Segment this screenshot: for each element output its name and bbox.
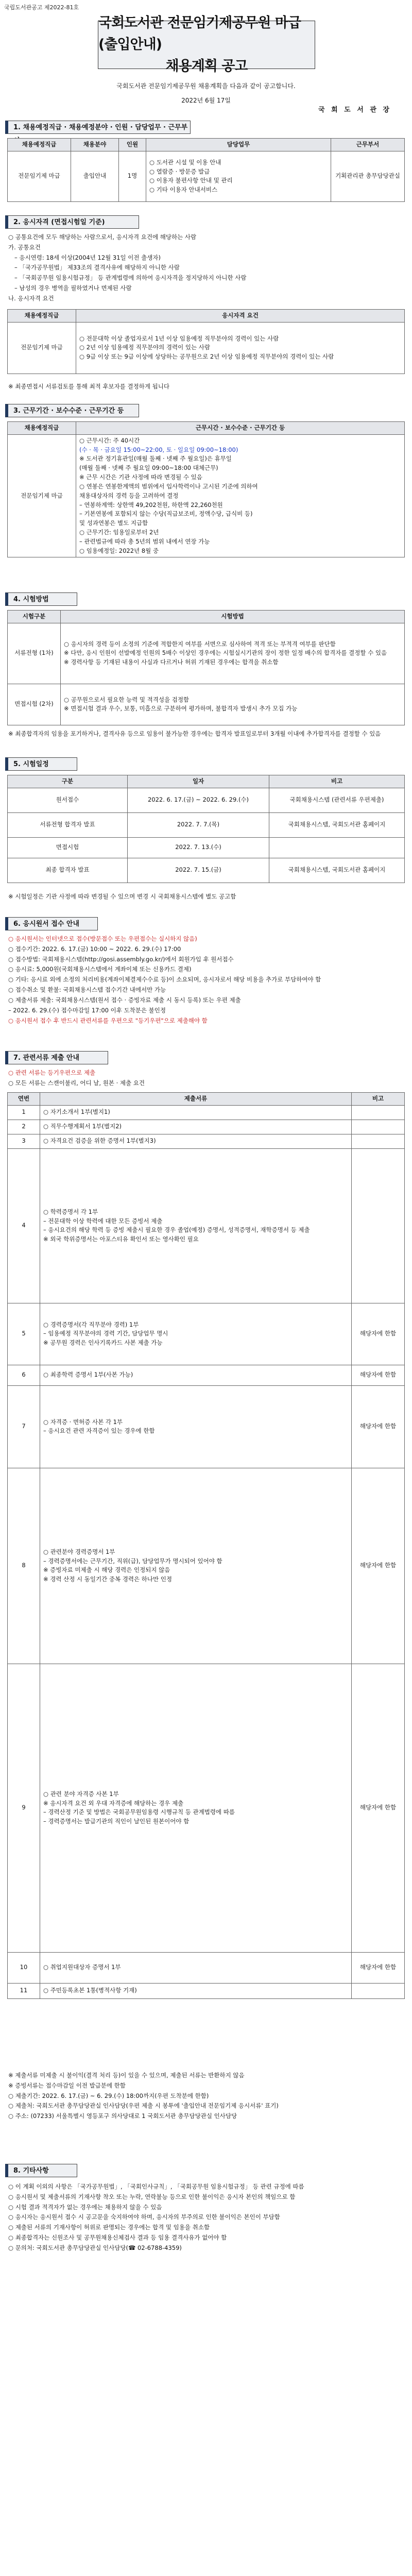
condition-item: ○ 연봉은 연봉한계액의 범위에서 입사학력이나 고시된 기준에 의하여 <box>79 482 258 490</box>
requirements-note: ※ 최종면접시 서류검토를 통해 최적 후보자를 결정하게 됩니다 <box>8 383 169 390</box>
misc-item: ○ 최종합격자는 신원조사 및 공무원채용신체검사 결과 등 임용 결격사유가 없어야 함 <box>8 2234 227 2242</box>
cell-exam-method <box>61 623 405 684</box>
doc-note <box>352 1148 405 1303</box>
condition-item: – 관련법규에 따라 총 5년의 범위 내에서 연장 가능 <box>79 537 210 545</box>
header-document: 제출서류 <box>40 1093 352 1106</box>
notice-number: 국립도서관공고 제2022-81호 <box>4 4 79 11</box>
exam-note: ※ 최종합격자의 임용을 포기하거나, 결격사유 등으로 임용이 불가능한 경우에는 합격자 발표일로부터 3개월 이내에 추가합격자를 결정할 수 있음 <box>8 730 381 737</box>
application-item: ○ 응시료: 5,000원(국회채용시스템에서 계좌이체 또는 신용카드 결제) <box>8 965 192 973</box>
eligibility-item: – 「국가공무원법」 제33조의 결격사유에 해당하지 아니한 사람 <box>14 264 180 272</box>
doc-no: 2 <box>8 1120 40 1134</box>
requirement-item: ○ 전문대학 이상 졸업자로서 1년 이상 임용예정 직무분야의 경력이 있는 사람 <box>79 334 279 342</box>
documents-note: ○ 제출기간: 2022. 6. 17.(금) ~ 6. 29.(수) 18:00까지(우편 도착분에 한함) <box>8 2092 209 2099</box>
doc-note <box>352 1120 405 1134</box>
application-guide <box>8 935 405 1026</box>
misc-item: ○ 응시자는 응시원서 접수 시 공고문을 숙지하여야 하며, 응시자의 부주의로 인한 불이익은 본인이 부담함 <box>8 2213 280 2221</box>
method-item: ※ 다만, 응시 인원이 선발예정 인원의 5배수 이상인 경우에는 시험실시기관의 장이 정한 일정 배수의 합격자를 결정할 수 있음 <box>64 649 387 657</box>
doc-name: ○ 자격증 · 면허증 사본 각 1부 – 응시요건 관련 자격증이 있는 경우에 한함 <box>40 1385 352 1468</box>
page-title: 국회도서관 전문임기제공무원 마급(출입안내) <box>98 15 301 53</box>
doc-name: ○ 취업지원대상자 증명서 1부 <box>40 1952 352 1983</box>
header-exam-method: 시험방법 <box>61 611 405 623</box>
eligibility-item: – 「국회공무원 임용시험규정」 등 관계법령에 의하여 응시자격을 정지당하지 아니한 사람 <box>14 274 247 282</box>
issuer: 국 회 도 서 관 장 <box>318 106 391 114</box>
condition-item: ※ 도서관 정기휴관일(매월 둘째 · 넷째 주 월요일)은 휴무일 <box>79 455 232 463</box>
doc-no: 8 <box>8 1468 40 1664</box>
schedule-date: 2022. 7. 7.(목) <box>128 812 269 837</box>
section-heading-1: 1. 채용예정직급 · 채용예정분야 · 인원 · 담당업무 · 근무부 <box>5 121 191 134</box>
condition-item: ○ 임용예정일: 2022년 8월 중 <box>79 547 159 554</box>
doc-no: 7 <box>8 1385 40 1468</box>
misc-item: ○ 이 계획 이외의 사항은 「국가공무원법」, 「국회인사규칙」, 「국회공무원 임용시험규정」 등 관련 규정에 따름 <box>8 2183 304 2190</box>
documents-table <box>7 1092 405 1999</box>
condition-item: (매월 둘째 · 넷째 주 월요일 09:00~18:00 대체근무) <box>79 464 218 472</box>
doc-note: 해당자에 한함 <box>352 1468 405 1664</box>
doc-name: ○ 학력증명서 각 1부 – 전문대학 이상 학력에 대한 모든 증빙서 제출 – 응시요건의 해당 학력 등 증빙 제출시 필요한 경우 졸업(예정) 증명서, 성적증명서, 재학증명서 등 제출 ※ 외국 학위증명서는 아포스티유 확인서 또는 영사확인 필요 <box>40 1148 352 1303</box>
eligibility-intro: ○ 공통요건에 모두 해당하는 사람으로서, 응시자격 요건에 해당하는 사람 <box>8 233 197 241</box>
requirement-item: ○ 9급 이상 또는 9급 이상에 상당하는 공무원으로 2년 이상 임용예정 직무분야의 경력이 있는 사람 <box>79 353 334 361</box>
doc-name: ○ 관련분야 경력증명서 1부 – 경력증명서에는 근무기간, 직위(급), 담당업무가 명시되어 있어야 함 ※ 증빙자료 미제출 시 해당 경력은 인정되지 않음 ※ 경력 산정 시 동일기간 중복 경력은 하나만 인정 <box>40 1468 352 1664</box>
doc-no: 6 <box>8 1365 40 1385</box>
documents-note: ※ 증빙서류는 접수마감일 이전 발급분에 한함 <box>8 2081 126 2089</box>
cell-duties <box>146 151 331 201</box>
header-rank: 채용예정직급 <box>8 139 71 151</box>
schedule-stage: 최종 합격자 발표 <box>8 858 128 883</box>
misc-notes <box>8 2182 405 2254</box>
page-subtitle: 채용계획 공고 <box>165 58 248 74</box>
duty-item: ○ 열람증 · 방문증 발급 <box>149 167 210 175</box>
doc-note: 해당자에 한함 <box>352 1365 405 1385</box>
section-heading-2: 2. 응시자격 (면접시험일 기준) <box>5 215 139 229</box>
doc-note <box>352 1134 405 1148</box>
duty-item: ○ 도서관 시설 및 이용 안내 <box>149 158 221 166</box>
header-rank: 채용예정직급 <box>8 422 76 435</box>
schedule-stage: 서류전형 합격자 발표 <box>8 812 128 837</box>
doc-no: 9 <box>8 1664 40 1952</box>
application-item: ○ 접수기간: 2022. 6. 17.(금) 10:00 ~ 2022. 6. 29.(수) 17:00 <box>8 945 181 953</box>
doc-note <box>352 1983 405 1998</box>
header-requirements: 응시자격 요건 <box>76 310 405 323</box>
misc-item: ○ 제출된 서류의 기재사항이 허위로 판명되는 경우에는 합격 및 임용을 취소함 <box>8 2224 210 2231</box>
eligibility-subhead-b: 나. 응시자격 요건 <box>8 294 54 302</box>
cell-conditions <box>76 434 405 557</box>
schedule-date: 2022. 7. 15.(금) <box>128 858 269 883</box>
cell-rank: 전문임기제 마급 <box>8 434 76 557</box>
method-item: ○ 공무원으로서 필요한 능력 및 적격성을 검정함 <box>64 696 190 703</box>
doc-note: 해당자에 한함 <box>352 1385 405 1468</box>
condition-item: ○ 근무기간: 임용일로부터 2년 <box>79 528 159 536</box>
documents-intro-item: ○ 모든 서류는 스캔이불리, 어디 날, 원본 · 제출 요건 <box>8 1079 145 1087</box>
documents-intro <box>8 1069 405 1089</box>
condition-item: ○ 근무시간: 주 40시간 <box>79 436 140 444</box>
exam-method-table <box>7 610 405 725</box>
header-no: 연번 <box>8 1093 40 1106</box>
schedule-note: ※ 시험일정은 기관 사정에 따라 변경될 수 있으며 변경 시 국회채용시스템에 별도 공고함 <box>8 893 236 900</box>
section-heading-5: 5. 시험일정 <box>5 757 77 771</box>
header-rank: 채용예정직급 <box>8 310 76 323</box>
doc-no: 10 <box>8 1952 40 1983</box>
doc-name: ○ 직무수행계획서 1부(별지2) <box>40 1120 352 1134</box>
doc-no: 5 <box>8 1303 40 1365</box>
cell-dept: 기획관리관 총무담당관실 <box>331 151 405 201</box>
doc-note: 해당자에 한함 <box>352 1952 405 1983</box>
application-item: ○ 접수취소 및 환불: 국회채용시스템 접수기간 내에서만 가능 <box>8 986 166 994</box>
header-stage: 구분 <box>8 775 128 788</box>
schedule-remark: 국회채용시스템, 국회도서관 홈페이지 <box>269 858 405 883</box>
section-heading-7: 7. 관련서류 제출 안내 <box>5 1051 108 1064</box>
condition-item: 및 성과연봉은 별도 지급함 <box>79 519 148 527</box>
schedule-stage: 면접시험 <box>8 837 128 858</box>
doc-name: ○ 자격요건 검증을 위한 증명서 1부(별지3) <box>40 1134 352 1148</box>
eligibility-general <box>8 233 405 304</box>
header-exam-type: 시험구분 <box>8 611 61 623</box>
section-heading-6: 6. 응시원서 접수 안내 <box>5 917 98 930</box>
positions-table <box>7 138 405 202</box>
cell-rank: 전문임기제 마급 <box>8 322 76 374</box>
cell-count: 1명 <box>119 151 146 201</box>
doc-no: 1 <box>8 1105 40 1120</box>
eligibility-item: – 남성의 경우 병역을 필하였거나 면제된 사람 <box>14 284 132 292</box>
schedule-remark: 국회채용시스템, 국회도서관 홈페이지 <box>269 812 405 837</box>
condition-item: – 기본연봉에 포함되지 않는 수당(직급보조비, 정액수당, 급식비 등) <box>79 510 253 518</box>
schedule-table <box>7 775 405 883</box>
doc-name: ○ 관련 분야 자격증 사본 1부 ※ 응시자격 요건 외 우대 자격증에 해당하는 경우 제출 – 경력산정 기준 및 방법은 국회공무원임용령 시행규칙 등 관계법령에 따름 – 경력증명서는 발급기관의 직인이 날인된 원본이어야 함 <box>40 1664 352 1952</box>
duty-item: ○ 이용자 불편사항 안내 및 관리 <box>149 177 233 184</box>
application-item: ○ 기타: 응시료 외에 소정의 처리비용(계좌이체결제수수료 등)이 소요되며, 응시자로서 해당 비용을 추가로 부담하여야 함 <box>8 976 321 984</box>
misc-item: ○ 문의처: 국회도서관 총무담당관실 인사담당(☎ 02-6788-4359) <box>8 2244 182 2251</box>
condition-item: ※ 근무 시간은 기관 사정에 따라 변경될 수 있음 <box>79 473 202 481</box>
schedule-remark: 국회채용시스템 (관련서류 우편제출) <box>269 788 405 812</box>
application-item: ○ 응시원서 접수 후 반드시 관련서류를 우편으로 "등기우편"으로 제출해야 함 <box>8 1016 208 1024</box>
condition-item: 채용대상자의 경력 등을 고려하여 결정 <box>79 492 179 499</box>
section-heading-4: 4. 시험방법 <box>5 592 77 606</box>
doc-no: 11 <box>8 1983 40 1998</box>
cell-exam-type: 면접시험 (2차) <box>8 684 61 725</box>
title-box <box>98 15 315 74</box>
documents-note: ○ 주소: (07233) 서울특별시 영등포구 의사당대로 1 국회도서관 총무담당관실 인사담당 <box>8 2112 237 2120</box>
requirement-item: ○ 2년 이상 임용예정 직무분야의 경력이 있는 사람 <box>79 344 211 351</box>
section-heading-8: 8. 기타사항 <box>5 2164 77 2177</box>
misc-item: ○ 시험 결과 적격자가 없는 경우에는 채용하지 않을 수 있음 <box>8 2203 162 2211</box>
application-item: ○ 응시원서는 인터넷으로 접수(방문접수 또는 우편접수는 실시하지 않음) <box>8 935 197 942</box>
cell-requirements <box>76 322 405 374</box>
header-remark: 비고 <box>269 775 405 788</box>
documents-notes <box>8 2071 405 2122</box>
cell-exam-method <box>61 684 405 725</box>
condition-item: (수 · 목 · 금요일 15:00~22:00, 토 · 일요일 09:00~18:00) <box>79 446 238 453</box>
duty-item: ○ 기타 이용자 안내서비스 <box>149 186 218 194</box>
doc-name: ○ 주민등록초본 1통(병적사항 기재) <box>40 1983 352 1998</box>
doc-no: 3 <box>8 1134 40 1148</box>
cell-rank: 전문임기제 마급 <box>8 151 71 201</box>
doc-name: ○ 자기소개서 1부(별지1) <box>40 1105 352 1120</box>
misc-item: ○ 응시원서 및 제출서류의 기재사항 착오 또는 누락, 연락불능 등으로 인한 불이익은 응시자 본인의 책임으로 함 <box>8 2193 296 2200</box>
header-dept: 근무부서 <box>331 139 405 151</box>
eligibility-subhead-a: 가. 공통요건 <box>8 243 41 251</box>
application-item: ○ 제출서류 제출: 국회채용시스템(원서 접수 · 증빙자료 제출 시 동시 등록) 또는 우편 제출 <box>8 996 241 1004</box>
notice-date: 2022년 6월 17일 <box>181 97 231 104</box>
doc-name: ○ 경력증명서(각 직무분야 경력) 1부 – 임용예정 직무분야의 경력 기간, 담당업무 명시 ※ 공무원 경력은 인사기록카드 사본 제출 가능 <box>40 1303 352 1365</box>
header-duties: 담당업무 <box>146 139 331 151</box>
condition-item: – 연봉하계액: 상한액 49,202천원, 하한액 22,260천원 <box>79 501 223 509</box>
eligibility-item: – 응시연령: 18세 이상(2004년 12월 31일 이전 출생자) <box>14 253 161 261</box>
documents-note: ※ 제출서류 미제출 시 불이익(결격 처리 등)이 있을 수 있으며, 제출된 서류는 반환하지 않음 <box>8 2072 245 2079</box>
header-field: 채용분야 <box>71 139 119 151</box>
doc-name: ○ 최종학력 증명서 1부(사본 가능) <box>40 1365 352 1385</box>
header-count: 인원 <box>119 139 146 151</box>
conditions-table <box>7 421 405 557</box>
doc-note <box>352 1105 405 1120</box>
schedule-date: 2022. 7. 13.(수) <box>128 837 269 858</box>
method-item: ※ 면접시험 결과 우수, 보통, 미흡으로 구분하여 평가하며, 불합격자 발생시 추가 모집 가능 <box>64 705 298 713</box>
schedule-remark <box>269 837 405 858</box>
application-item: ○ 접수방법: 국회채용시스템(http://gosi.assembly.go.kr/)에서 회원가입 후 원서접수 <box>8 955 234 963</box>
requirements-table <box>7 309 405 374</box>
schedule-stage: 원서접수 <box>8 788 128 812</box>
method-item: ○ 응시자의 경력 등이 소정의 기준에 적합한지 여부를 서면으로 심사하여 적격 또는 부적격 여부를 판단함 <box>64 640 336 648</box>
application-item: – 2022. 6. 29.(수) 접수마감일 17:00 이후 도착분은 불인정 <box>8 1006 166 1014</box>
documents-note: ○ 제출처: 국회도서관 총무담당관실 인사담당(우편 제출 시 봉투에 '출입안내 전문임기제 응시서류' 표기) <box>8 2102 279 2110</box>
doc-note: 해당자에 한함 <box>352 1664 405 1952</box>
cell-field: 출입안내 <box>71 151 119 201</box>
doc-no: 4 <box>8 1148 40 1303</box>
documents-intro-item: ○ 관련 서류는 등기우편으로 제출 <box>8 1069 96 1076</box>
schedule-date: 2022. 6. 17.(금) ~ 2022. 6. 29.(수) <box>128 788 269 812</box>
section-heading-3: 3. 근무기간 · 보수수준 · 근무기간 등 <box>5 404 139 417</box>
method-item: ※ 경력사항 등 기재된 내용이 사실과 다르거나 허위 기재된 경우에는 합격을 취소함 <box>64 658 279 666</box>
cell-exam-type: 서류전형 (1차) <box>8 623 61 684</box>
header-conditions: 근무시간 · 보수수준 · 근무기간 등 <box>76 422 405 435</box>
doc-note: 해당자에 한함 <box>352 1303 405 1365</box>
header-date: 일자 <box>128 775 269 788</box>
header-note: 비고 <box>352 1093 405 1106</box>
intro-text: 국회도서관 전문임기제공무원 채용계획을 다음과 같이 공고합니다. <box>116 82 296 90</box>
